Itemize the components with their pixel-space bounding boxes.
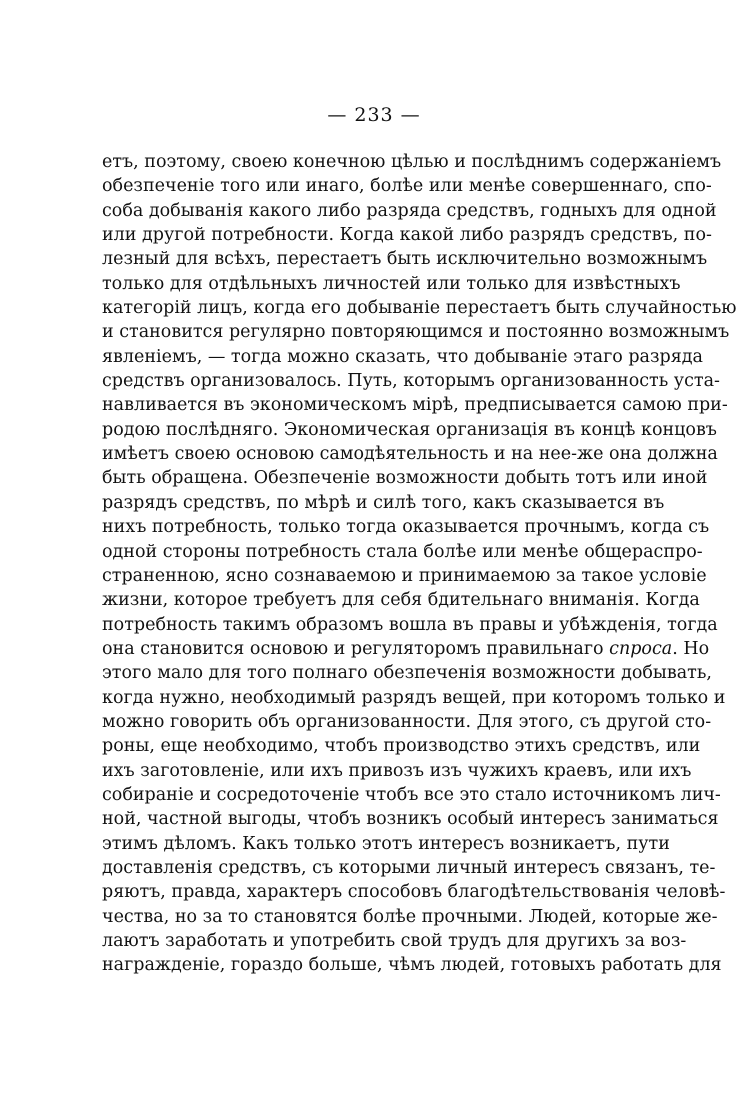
text-line: чества, но за то становятся болѣе прочными. Людей, которые же- <box>102 906 718 927</box>
text-segment: она становится основою и регуляторомъ правильнаго <box>102 638 610 659</box>
text-line: и становится регулярно повторяющимся и постоянно возможнымъ <box>102 322 730 343</box>
text-line: потребность такимъ образомъ вошла въ правы и убѣжденiя, тогда <box>102 614 718 635</box>
text-line: только для отдѣльныхъ личностей или только для извѣстныхъ <box>102 273 681 294</box>
text-line: можно говорить объ организованности. Для этого, съ другой сто- <box>102 711 712 732</box>
text-line: средствъ организовалось. Путь, которымъ организованность уста- <box>102 371 720 392</box>
text-line: лаютъ заработать и употребить свой трудъ для другихъ за воз- <box>102 931 687 951</box>
text-line: имѣетъ своею основою самодѣятельность и на нее-же она должна <box>102 444 718 465</box>
text-line: ихъ заготовленiе, или ихъ привозъ изъ чужихъ краевъ, или ихъ <box>102 760 692 781</box>
text-line: этого мало для того полнаго обезпеченiя возможности добывать, <box>102 663 712 684</box>
body-text <box>102 150 737 978</box>
text-line: категорiй лицъ, когда его добыванiе перестаетъ быть случайностью <box>102 298 737 319</box>
text-line: разрядъ средствъ, по мѣрѣ и силѣ того, какъ сказывается въ <box>102 492 665 513</box>
text-line: обезпеченiе того или инаго, болѣе или менѣе совершеннаго, спо- <box>102 176 712 197</box>
text-line: ной, частной выгоды, чтобъ возникъ особый интересъ заниматься <box>102 809 719 830</box>
text-line: этимъ дѣломъ. Какъ только этотъ интересъ возникаетъ, пути <box>102 833 670 854</box>
text-line: роны, еще необходимо, чтобъ производство этихъ средствъ, или <box>102 736 701 757</box>
text-line: етъ, поэтому, своею конечною цѣлью и послѣднимъ содержанiемъ <box>102 152 722 172</box>
text-line: страненною, ясно сознаваемою и принимаемою за такое условiе <box>102 565 707 586</box>
text-line: собиранiе и сосредоточенiе чтобъ все это стало источникомъ лич- <box>102 784 721 805</box>
text-line: родою послѣдняго. Экономическая организацiя въ концѣ концовъ <box>102 419 717 440</box>
text-line <box>102 637 710 661</box>
page-number: — 233 — <box>327 104 421 126</box>
text-line: быть обращена. Обезпеченiе возможности добыть тотъ или иной <box>102 468 708 489</box>
text-line: доставленiя средствъ, съ которыми личный интересъ связанъ, те- <box>102 857 716 878</box>
text-line: явленiемъ, — тогда можно сказать, что добыванiе этаго разряда <box>102 346 703 367</box>
text-line: нихъ потребность, только тогда оказывается прочнымъ, когда съ <box>102 517 710 538</box>
text-line: ряютъ, правда, характеръ способовъ благодѣтельствованiя человѣ- <box>102 882 726 903</box>
text-line: навливается въ экономическомъ мiрѣ, предписывается самою при- <box>102 395 728 416</box>
text-line: награжденiе, гораздо больше, чѣмъ людей, готовыхъ работать для <box>102 955 722 976</box>
italic-word: спроса <box>609 638 673 659</box>
text-line: лезный для всѣхъ, перестаетъ быть исключительно возможнымъ <box>102 249 708 270</box>
text-line: или другой потребности. Когда какой либо разрядъ средствъ, по- <box>102 225 712 246</box>
text-line: жизни, которое требуетъ для себя бдительнаго вниманiя. Когда <box>102 590 700 611</box>
text-line: когда нужно, необходимый разрядъ вещей, при которомъ только и <box>102 687 726 708</box>
text-line: соба добыванiя какого либо разряда средствъ, годныхъ для одной <box>102 200 717 221</box>
text-segment: . Но <box>672 638 710 659</box>
text-line: одной стороны потребность стала болѣе или менѣе общераспро- <box>102 541 703 562</box>
